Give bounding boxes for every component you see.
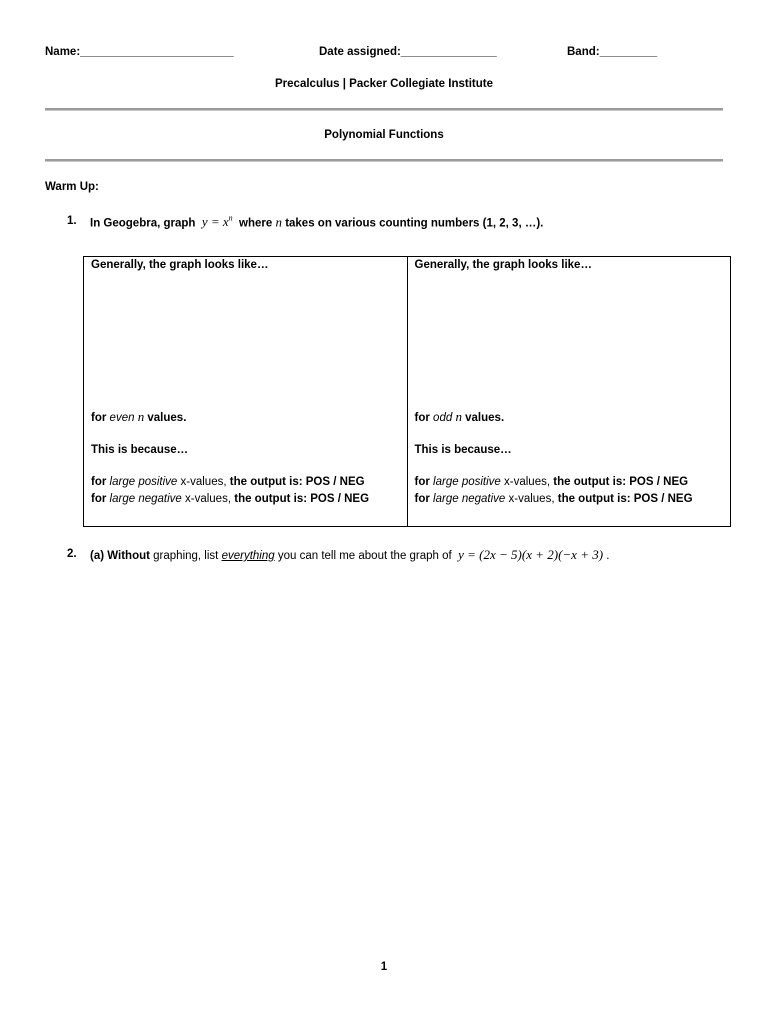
band-field[interactable]: Band:_________ xyxy=(567,46,658,58)
name-field[interactable]: Name:________________________ xyxy=(45,46,234,58)
top-divider xyxy=(45,108,723,110)
q2-period: . xyxy=(606,550,610,562)
q2-without: Without xyxy=(107,550,150,562)
question-2-prompt xyxy=(90,547,609,563)
date-assigned-field[interactable]: Date assigned:_______________ xyxy=(319,46,497,58)
q1-var-n: n xyxy=(275,214,282,230)
q1-text-b: where xyxy=(239,217,273,230)
q2-text-a: graphing, list xyxy=(153,550,219,562)
question-1-prompt xyxy=(90,214,543,230)
odd-values-line: for odd n values. xyxy=(414,409,505,424)
odd-because: This is because… xyxy=(414,444,512,456)
q1-text-a: In Geogebra, graph xyxy=(90,217,196,230)
even-large-negative-line: for large negative x-values, the output is: POS / NEG xyxy=(91,493,370,505)
question-2-number: 2. xyxy=(67,548,77,560)
even-because: This is because… xyxy=(91,444,189,456)
q1-formula: $y = x^n$ xyxy=(201,214,233,230)
even-values-line: for even n values. xyxy=(91,409,187,424)
q2-everything: everything xyxy=(221,550,275,562)
odd-large-positive-line: for large positive x-values, the output is: POS / NEG xyxy=(414,476,689,488)
odd-large-negative-line: for large negative x-values, the output is: POS / NEG xyxy=(414,493,693,505)
odd-heading: Generally, the graph looks like… xyxy=(414,259,592,271)
section-title: Polynomial Functions xyxy=(324,129,444,141)
bottom-divider xyxy=(45,159,723,161)
page-number: 1 xyxy=(380,961,388,973)
q2-formula: y = (2x − 5)(x + 2)(−x + 3) xyxy=(458,547,604,562)
even-values-cell[interactable] xyxy=(84,257,408,527)
course-title: Precalculus | Packer Collegiate Institute xyxy=(275,78,493,90)
q1-text-c: takes on various counting numbers (1, 2, 3, …). xyxy=(285,217,544,230)
answer-table xyxy=(83,256,731,527)
question-1-number: 1. xyxy=(67,215,77,227)
even-large-positive-line: for large positive x-values, the output is: POS / NEG xyxy=(91,476,365,488)
odd-values-cell[interactable] xyxy=(407,257,731,527)
q2-part: (a) xyxy=(90,550,105,562)
q2-text-b: you can tell me about the graph of xyxy=(277,550,452,562)
even-heading: Generally, the graph looks like… xyxy=(91,259,269,271)
warm-up-label: Warm Up: xyxy=(45,181,99,193)
